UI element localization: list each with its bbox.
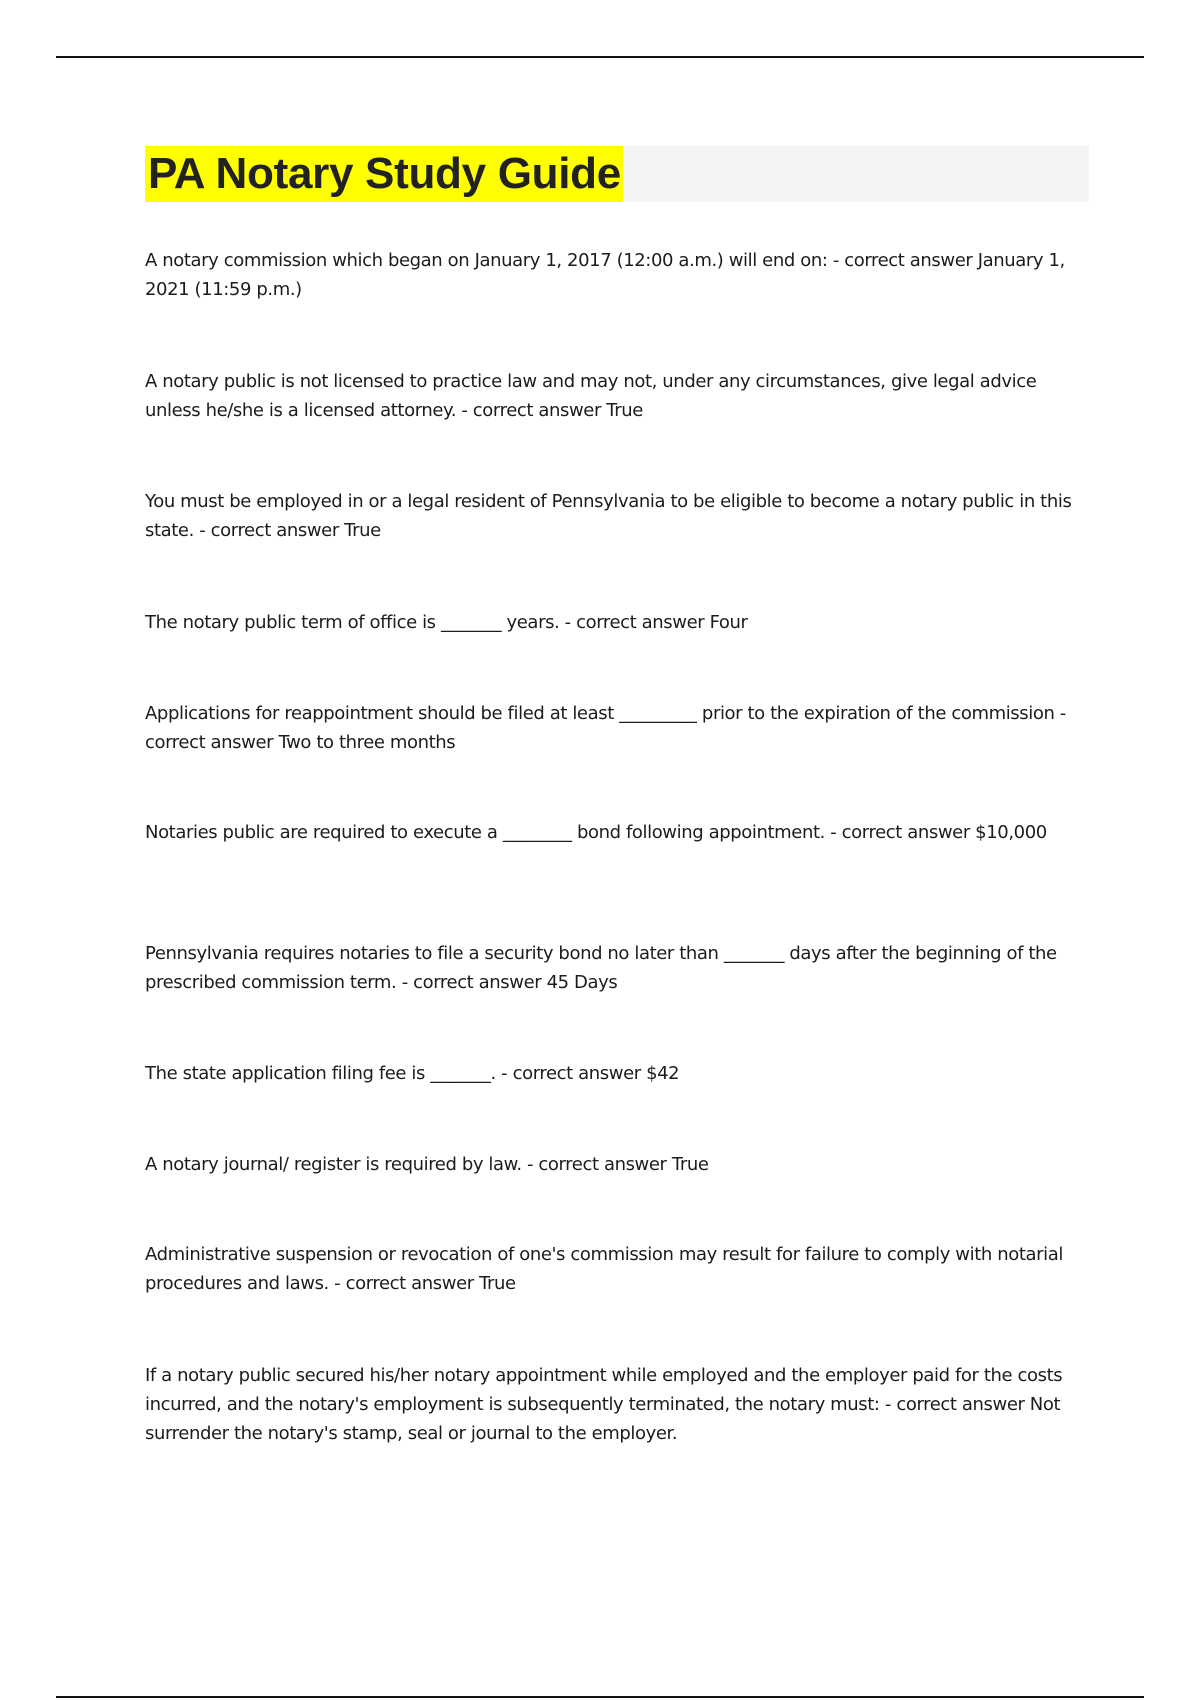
bottom-divider (56, 1696, 1144, 1698)
question-item: If a notary public secured his/her notary appointment while employed and the employer paid for the costs incurred, and the notary's employment is subsequently terminated, the notary must: - correct answer Not surrender the notary's stamp, seal or journal to the employer. (145, 1365, 1063, 1444)
question-item: Administrative suspension or revocation of one's commission may result for failure to comply with notarial procedures and laws. - correct answer True (145, 1244, 1063, 1294)
top-divider (56, 56, 1144, 58)
question-item: You must be employed in or a legal resident of Pennsylvania to be eligible to become a notary public in this state. - correct answer True (145, 491, 1072, 541)
question-item: Applications for reappointment should be filed at least _________ prior to the expiration of the commission - correct answer Two to three months (145, 703, 1066, 753)
question-item: Notaries public are required to execute a ________ bond following appointment. - correct answer $10,000 (145, 822, 1047, 843)
question-item: A notary commission which began on January 1, 2017 (12:00 a.m.) will end on: - correct answer January 1, 2021 (11:59 p.m.) (145, 250, 1065, 300)
question-item: Pennsylvania requires notaries to file a security bond no later than _______ days after the beginning of the prescribed commission term. - correct answer 45 Days (145, 943, 1057, 993)
question-item: The state application filing fee is _______. - correct answer $42 (145, 1063, 680, 1084)
question-item: A notary journal/ register is required by law. - correct answer True (145, 1154, 709, 1175)
question-item: A notary public is not licensed to practice law and may not, under any circumstances, give legal advice unless he/she is a licensed attorney. - correct answer True (145, 371, 1037, 421)
question-item: The notary public term of office is _______ years. - correct answer Four (145, 612, 748, 633)
document-title: PA Notary Study Guide (145, 146, 623, 202)
